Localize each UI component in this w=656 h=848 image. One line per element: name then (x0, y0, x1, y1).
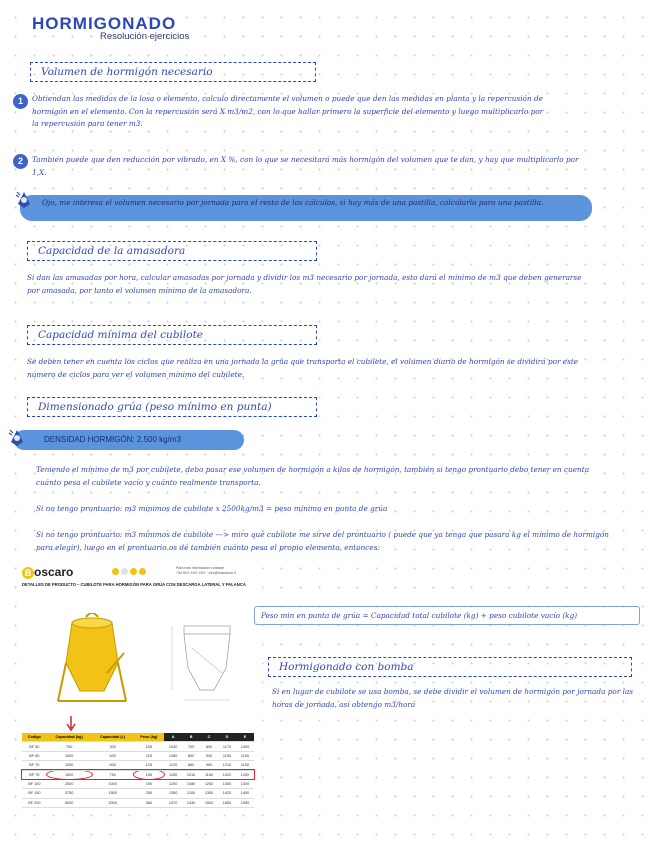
section-heading-volumen (30, 62, 316, 82)
spec-table (22, 733, 254, 808)
table-cell: 1350 (218, 779, 236, 788)
bomba-text: Si en lugar de cubilote se usa bomba, se debe dividir el volumen de hormigón por jornada por las horas de jornada, así obtengo m3/hora (272, 687, 634, 709)
cubilote-image (52, 613, 132, 708)
grua-paragraph-3: Si no tengo prontuario: m3 mínimos de cubilote ---> miro qué cubilote me sirve del prontuario ( puede que ya tenga que pasara kg el mínimo de hormigón para elegir), luego en el prontuario os dé también cuánto pesa el propio elemento, entonces: (36, 530, 609, 552)
table-cell: 1470 (164, 798, 182, 807)
table-cell: 400 (92, 751, 134, 760)
grua-paragraph-2: Si no tengo prontuario: m3 mínimos de cubilote x 2500kg/m3 = peso mínimo en punta de grúa (36, 504, 388, 513)
table-cell: 890 (200, 742, 218, 751)
table-cell: 960 (200, 761, 218, 770)
table-header-cell: E (236, 733, 254, 742)
table-cell: 190 (134, 779, 164, 788)
technical-drawing (162, 618, 252, 708)
table-cell: 1400 (236, 789, 254, 798)
table-cell: 1000 (236, 742, 254, 751)
table-cell: 1500 (47, 770, 92, 779)
table-cell: 1350 (200, 789, 218, 798)
cubilote-text: Se deben tener en cuenta los ciclos que realiza en una jornada la grúa que transporta el cubilete, el volumen diario de hormigón se dividirá por este número de ciclos para ver el volumen mínimo del cubilete. (27, 357, 579, 379)
pin-icon (7, 428, 27, 448)
table-cell: BF 60 (22, 751, 47, 760)
table-header-cell: A (164, 733, 182, 742)
table-cell: 930 (200, 751, 218, 760)
table-cell: 115 (134, 751, 164, 760)
table-row (22, 761, 254, 770)
table-cell: 700 (182, 742, 200, 751)
heading-text: Hormigonado con bomba (279, 661, 414, 673)
table-cell: 1080 (182, 779, 200, 788)
brand-name: oscaro (34, 565, 74, 579)
table-header-cell: C (200, 733, 218, 742)
heading-text: Capacidad mínima del cubilote (38, 329, 204, 341)
table-header-cell: Código (22, 733, 47, 742)
table-cell: 800 (182, 751, 200, 760)
table-cell: 750 (47, 742, 92, 751)
table-cell: 5000 (47, 798, 92, 807)
table-cell: 1100 (236, 751, 254, 760)
table-cell: 1120 (164, 761, 182, 770)
density-label: DENSIDAD HORMIGÓN: 2.500 kg/m3 (44, 435, 181, 444)
table-cell: 1300 (236, 779, 254, 788)
heading-text: Dimensionado grúa (peso mínimo en punta) (38, 401, 272, 413)
product-sheet (22, 563, 262, 813)
contact-line: Para más información contacte (176, 566, 225, 570)
table-header-cell: D (218, 733, 236, 742)
table-header-cell: Capacidad (L) (92, 733, 134, 742)
step-badge-1: 1 (13, 94, 28, 109)
table-cell: BF 50 (22, 742, 47, 751)
table-cell: 860 (182, 761, 200, 770)
table-row (22, 779, 254, 788)
table-cell: BF 70 (22, 761, 47, 770)
section-heading-cubilote (27, 325, 317, 345)
table-cell: 1320 (218, 770, 236, 779)
section-heading-amasadora (27, 241, 317, 261)
table-cell: 1650 (218, 798, 236, 807)
table-cell: 1430 (182, 798, 200, 807)
table-cell: 1000 (92, 779, 134, 788)
table-cell: 1040 (164, 742, 182, 751)
page-subtitle: Resolución ejercicios (100, 31, 190, 42)
table-header-row (22, 733, 254, 742)
table-cell: 1420 (218, 789, 236, 798)
table-cell: 1150 (200, 770, 218, 779)
table-cell: 1190 (218, 751, 236, 760)
table-header-cell: Capacidad (kg) (47, 733, 92, 742)
table-cell: 1200 (236, 770, 254, 779)
table-cell: 1210 (218, 761, 236, 770)
table-cell: 1010 (182, 770, 200, 779)
pin-icon (14, 190, 34, 210)
table-cell: 1250 (47, 761, 92, 770)
contact-info (176, 566, 236, 576)
table-cell: BF 200 (22, 798, 47, 807)
table-cell: 1500 (92, 789, 134, 798)
table-cell: 1550 (236, 798, 254, 807)
table-cell: 360 (134, 798, 164, 807)
brand-dots (112, 568, 146, 575)
table-cell: BF 75 (22, 770, 47, 779)
table-row (22, 751, 254, 760)
table-cell: 2500 (47, 779, 92, 788)
step-badge-2: 2 (13, 154, 28, 169)
amasadora-text: Si dan las amasadas por hora, calcular amasadas por jornada y dividir los m3 necesario por jornada, esto dará el mínimo de m3 que deben generarse por amasada, por tanto el volumen mínimo de la amasadora. (27, 273, 582, 295)
table-cell: 125 (134, 761, 164, 770)
table-cell: 1250 (164, 779, 182, 788)
volumen-step-2-text: También puede que den reducción por vibrado, en X %, con lo que se necesitará más hormigón del volumen que te dan, y hay que multiplicarlo por 1,X. (32, 155, 579, 177)
volumen-step-1-text: Obtiendan las medidas de la losa o elemento, calculo directamente el volumen o puede que den las medidas en planta y la repercusión de hormigón en el elemento. Con la repercusión será X m3/m2, con lo que hallar primero la superficie del elemento y luego multiplicarlo por la repercusión para tener m3. (32, 94, 544, 128)
table-cell: 1250 (200, 779, 218, 788)
table-cell: 1350 (164, 789, 182, 798)
heading-text: Capacidad de la amasadora (38, 245, 186, 257)
table-cell: 1150 (236, 761, 254, 770)
table-cell: 1170 (218, 742, 236, 751)
table-cell: 500 (92, 761, 134, 770)
page-title: HORMIGONADO (32, 14, 177, 33)
table-cell: 1150 (164, 770, 182, 779)
table-cell: 1000 (47, 751, 92, 760)
table-cell: 1080 (164, 751, 182, 760)
volumen-note-text: Ojo, me interesa el volumen necesario por jornada para el resto de los cálculos, si hay más de una pastilla, calcularlo para una pastilla. (42, 198, 544, 207)
table-cell: BF 150 (22, 789, 47, 798)
table-cell: 155 (134, 770, 164, 779)
section-heading-bomba (268, 657, 632, 677)
table-header-cell: Peso (kg) (134, 733, 164, 742)
table-cell: 750 (92, 770, 134, 779)
table-row (22, 770, 254, 779)
formula-box: Peso min en punta de grúa = Capacidad total cubilote (kg) + peso cubilote vacío (kg) (254, 606, 640, 625)
brand-initial: B (22, 567, 34, 579)
brand-logo (22, 565, 73, 579)
table-header-cell: B (182, 733, 200, 742)
grua-paragraph-1: Teniendo el mínimo de m3 por cubilete, debo pasar ese volumen de hormigón a kilos de hormigón, también si tengo prontuario debo tener en cuenta cuánto pesa el cubilete vacío y cuánto realmente transporta. (36, 465, 590, 487)
table-row (22, 789, 254, 798)
arrow-down-icon (66, 716, 76, 732)
table-cell: 3750 (47, 789, 92, 798)
table-cell: 105 (134, 742, 164, 751)
product-title: DETALLES DE PRODUCTO – CUBILOTE PARA HORMIGÓN PARA GRÚA CON DESCARGA LATERAL Y PALANCA (22, 582, 246, 587)
table-cell: BF 100 (22, 779, 47, 788)
table-cell: 250 (134, 789, 164, 798)
table-row (22, 798, 254, 807)
table-row (22, 742, 254, 751)
section-heading-grua (27, 397, 317, 417)
table-cell: 300 (92, 742, 134, 751)
contact-line: +34 9XX XXX XXX · info@boscarolo.it (176, 571, 236, 575)
heading-text: Volumen de hormigón necesario (41, 66, 213, 78)
table-cell: 2000 (92, 798, 134, 807)
table-cell: 1500 (200, 798, 218, 807)
table-cell: 1200 (182, 789, 200, 798)
